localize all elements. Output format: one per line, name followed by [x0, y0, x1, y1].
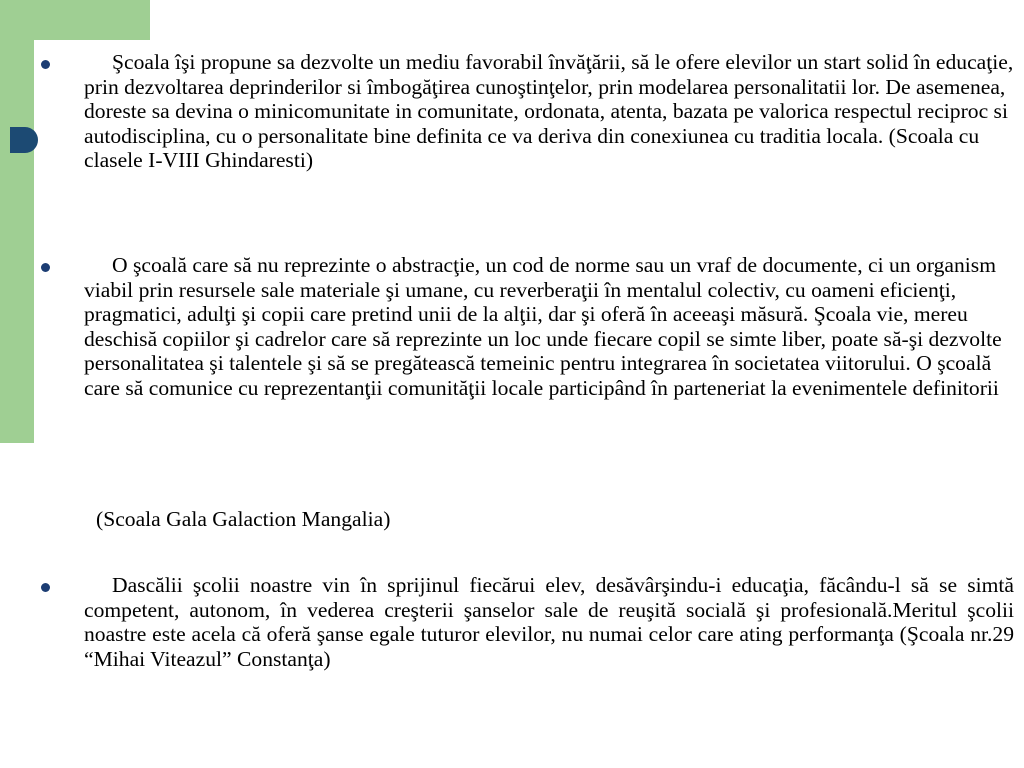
paragraph-3-text: Dascălii şcolii noastre vin în sprijinul fiecărui elev, desăvârşindu-i educaţia, făcându-l să se simtă competent, autonom, în vederea creşterii şanselor sale de reuşită socială şi profesională.Meritul şcolii noastre este acela că oferă şanse egale tuturor elevilor, nu numai celor care ating performanţa (Şcoala nr.29 “Mihai Viteazul” Constanţa) — [84, 573, 1014, 671]
bullet-icon — [41, 60, 50, 69]
paragraph-3 — [84, 573, 1014, 671]
slide-marker-shape — [10, 127, 38, 153]
paragraph-2 — [84, 253, 1014, 401]
paragraph-1 — [84, 50, 1014, 173]
paragraph-2-text: O şcoală care să nu reprezinte o abstracţie, un cod de norme sau un vraf de documente, ci un organism viabil prin resursele sale materiale şi umane, cu reverberaţii în mentalul colectiv, cu oameni eficienţi, pragmatici, adulţi şi copii care pretind unii de la alţii, dar şi oferă în aceeaşi măsură. Şcoala vie, mereu deschisă copiilor şi cadrelor care să reprezinte un loc unde fiecare copil se simte liber, poate să-şi dezvolte personalitatea şi talentele şi să se pregătească temeinic pentru integrarea în societatea viitorului. O şcoală care să comunice cu reprezentanţii comunităţii locale participând în parteneriat la evenimentele definitorii — [84, 253, 1002, 400]
bullet-icon — [41, 583, 50, 592]
bullet-icon — [41, 263, 50, 272]
paragraph-1-text: Şcoala îşi propune sa dezvolte un mediu favorabil învăţării, să le ofere elevilor un start solid în educaţie, prin dezvoltarea deprinderilor si îmbogăţirea cunoştinţelor, prin modelarea personalitatii lor. De asemenea, doreste sa devina o minicomunitate in comunitate, ordonata, atenta, bazata pe valorica respectul reciproc si autodisciplina, cu o personalitate bine definita ce va deriva din conexiunea cu traditia locala. (Scoala cu clasele I-VIII Ghindaresti) — [84, 50, 1014, 173]
slide-content — [34, 40, 1024, 768]
paragraph-2-source: (Scoala Gala Galaction Mangalia) — [96, 507, 391, 531]
